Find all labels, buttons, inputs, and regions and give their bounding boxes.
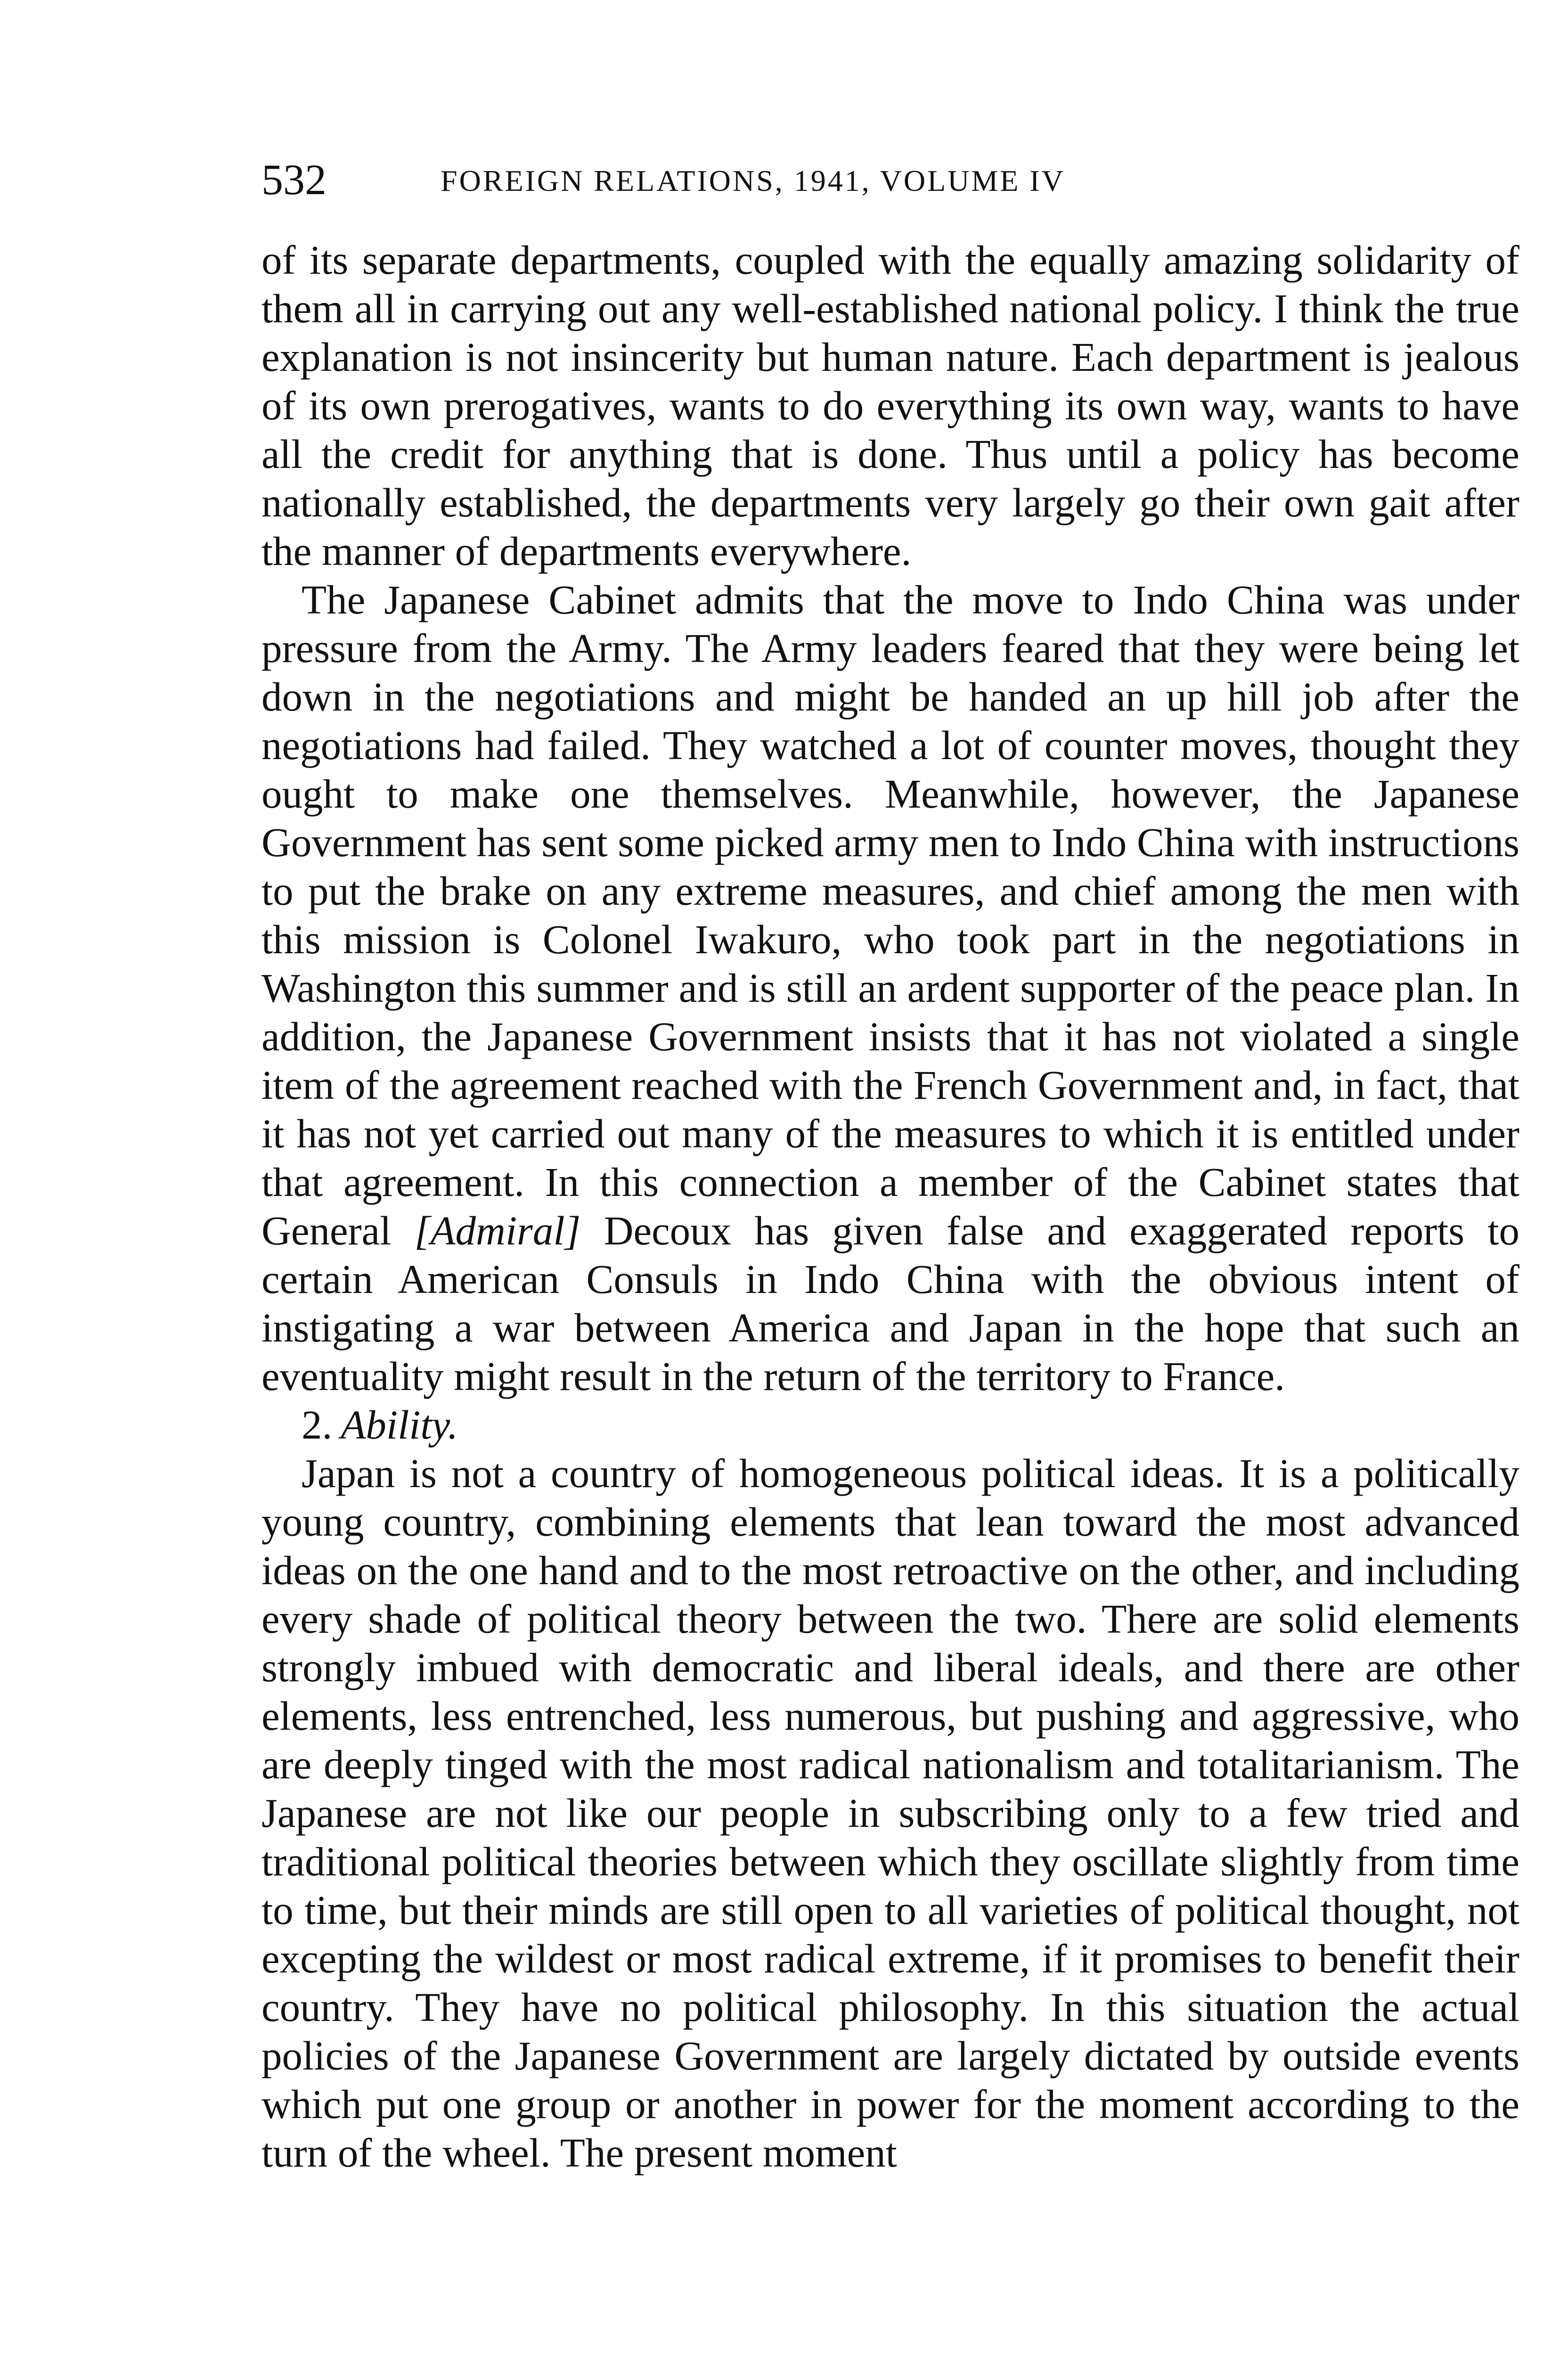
page-number: 532 <box>261 155 327 204</box>
section-number: 2. <box>302 1402 333 1448</box>
section-heading <box>261 1400 1519 1449</box>
paragraph-continuation: of its separate departments, coupled with the equally amazing solidarity of them all in carrying out any well-established national policy. I think the true explanation is not insincerity but human nature. Each department is jealous of its own prerogatives, wants to do everything its own way, wants to have all the credit for anything that is done. Thus until a policy has become nationally established, the departments very largely go their own gait after the manner of departments everywhere. <box>261 237 1519 574</box>
paragraph-indo-china <box>261 575 1519 1400</box>
editorial-insertion: [Admiral] <box>414 1208 581 1253</box>
paragraph-ability: Japan is not a country of homogeneous political ideas. It is a politically young country, combining elements that lean toward the most advanced ideas on the one hand and to the most retroactive on the other, and including every shade of political theory between the two. There are solid elements strongly imbued with democratic and liberal ideals, and there are other elements, less entrenched, less numerous, but pushing and aggressive, who are deeply tinged with the most radical nationalism and totalitarianism. The Japanese are not like our people in subscribing only to a few tried and traditional political theories between which they oscillate slightly from time to time, but their minds are still open to all varieties of political thought, not excepting the wildest or most radical extreme, if it promises to benefit their country. They have no political philosophy. In this situation the actual policies of the Japanese Government are largely dictated by outside events which put one group or another in power for the moment according to the turn of the wheel. The present moment <box>261 1450 1519 2176</box>
body-text <box>261 236 1519 2177</box>
section-title: Ability. <box>341 1402 458 1448</box>
running-head: FOREIGN RELATIONS, 1941, VOLUME IV <box>441 164 1065 197</box>
paragraph-indo-china-part1: The Japanese Cabinet admits that the move to Indo China was under pressure from the Army. The Army leaders feared that they were being let down in the negotiations and might be handed an up hill job after the negotiations had failed. They watched a lot of counter moves, thought they ought to make one themselves. Meanwhile, however, the Japanese Government has sent some picked army men to Indo China with instructions to put the brake on any extreme measures, and chief among the men with this mission is Colonel Iwakuro, who took part in the negotiations in Washington this summer and is still an ardent supporter of the peace plan. In addition, the Japanese Government insists that it has not violated a single item of the agreement reached with the French Government and, in fact, that it has not yet carried out many of the measures to which it is entitled under that agreement. In this connection a member of the Cabinet states that General <box>261 577 1519 1253</box>
paragraph-indo-china-part2: Decoux has given false and exaggerated reports to certain American Consuls in Indo China with the obvious intent of instigating a war between America and Japan in the hope that such an eventuality might result in the return of the territory to France. <box>261 1208 1519 1399</box>
page-header <box>261 154 1519 205</box>
